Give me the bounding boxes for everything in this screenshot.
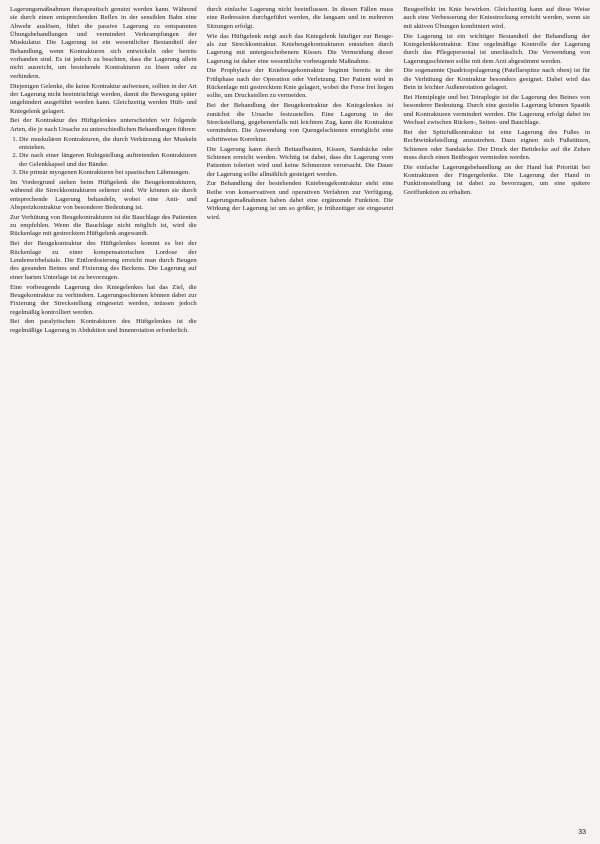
list-item: 1. Die muskulären Kontrakturen, die durch Verkürzung der Muskeln entstehen. — [19, 136, 197, 153]
paragraph: Die Lagerung ist ein wichtiger Bestandteil der Behandlung der Kniegelenkkontraktur. Eine regelmäßige Kontrolle der Lagerung durch das Pflegepersonal ist unerlässlich. Die Verwendung von Lagerungsschienen sollte mit dem Arzt abgestimmt werden. — [403, 32, 591, 65]
paragraph: Die sogenannte Quadricepslagerung (Patellarspitze nach oben) ist für die Verhütung der Kontraktur besonders geeignet. Dabei wird das Bein in leichter Außenrotation gelagert. — [403, 67, 591, 92]
paragraph: Bei der Spitzfußkontraktur ist eine Lagerung des Fußes in Rechtwinkelstellung anzustreben. Dazu eignen sich Fußstützen, Schienen oder Sandsäcke. Der Druck der Bettdecke auf die Zehen muss durch einen Bettbogen vermieden werden. — [403, 128, 591, 161]
paragraph: Bei Hemiplegie und bei Tetraplegie ist die Lagerung des Beines von besonderer Bedeutung. Durch eine gezielte Lagerung können Spastik und Kontrakturen vermindert werden. Die Lagerung erfolgt dabei im Wechsel zwischen Rücken-, Seiten- und Bauchlage. — [403, 93, 591, 126]
paragraph: Bei der Behandlung der Beugekontraktur des Kniegelenkes ist zunächst die Ursache festzustellen. Eine Lagerung in der Streckstellung, gegebenenfalls mit leichtem Zug, kann die Kontraktur vermindern. Die Anwendung von Quengelschienen ermöglicht eine schrittweise Korrektur. — [206, 102, 394, 143]
paragraph: Im Vordergrund stehen beim Hüftgelenk die Beugekontrakturen, während die Streckkontrakturen seltener sind. Wir können sie durch entsprechende Lagerung behandeln, wobei eine Anti- und Abspreizkontraktur von besonderer Bedeutung ist. — [10, 178, 197, 211]
text-columns — [10, 6, 590, 826]
paragraph: Beugeeffekt im Knie bewirken. Gleichzeitig kann auf diese Weise auch eine Verbesserung der Kniestreckung erreicht werden, wenn sie mit aktiven Übungen kombiniert wird. — [403, 6, 591, 30]
paragraph: Die einfache Lagerungsbehandlung an der Hand hat Priorität bei Kontrakturen der Fingergelenke. Die Lagerung der Hand in Funktionsstellung ist dabei zu bevorzugen, um eine spätere Greiffunktion zu erhalten. — [403, 163, 591, 196]
paragraph: Die Prophylaxe der Kniebeugekontraktur beginnt bereits in der Frühphase nach der Operation oder Verletzung. Der Patient wird in Rückenlage mit gestrecktem Knie gelagert, wobei die Ferse frei liegen sollte, um Druckstellen zu vermeiden. — [206, 67, 394, 100]
paragraph: Diejenigen Gelenke, die keine Kontraktur aufweisen, sollten in der Art der Lagerung nicht beeinträchtigt werden, damit die Bewegung später ungehindert ausgeführt werden kann. Gleichzeitig werden Hüft- und Kniegelenk gelagert. — [10, 82, 197, 115]
list-item: 2. Die nach einer längeren Ruhigstellung auftretenden Kontrakturen der Gelenkkapsel und der Bänder. — [19, 152, 197, 169]
paragraph: Zur Verhütung von Beugekontrakturen ist die Bauchlage des Patienten zu empfehlen. Wenn die Bauchlage nicht möglich ist, wird die Rückenlage mit gestrecktem Hüftgelenk angewandt. — [10, 213, 197, 238]
column-middle — [207, 6, 394, 826]
paragraph: Die Lagerung kann durch Bettaufbauten, Kissen, Sandsäcke oder Schienen erreicht werden. Wichtig ist dabei, dass die Lagerung vom Patienten toleriert wird und keine Schmerzen verursacht. Die Dauer der Lagerung sollte allmählich gesteigert werden. — [206, 145, 394, 178]
column-right — [403, 6, 590, 826]
paragraph: Wie das Hüftgelenk neigt auch das Kniegelenk häufiger zur Beuge- als zur Streckkontraktur. Kniebeugekontrakturen entstehen durch Lagerung mit untergeschobenem Kissen. Die Vermeidung dieser Lagerung ist daher eine wesentliche vorbeugende Maßnahme. — [206, 32, 394, 65]
paragraph: Bei der Kontraktur des Hüftgelenkes unterscheiden wir folgende Arten, die je nach Ursache zu unterschiedlichen Behandlungen führen: — [10, 117, 197, 133]
paragraph: Bei den paralytischen Kontrakturen des Hüftgelenkes ist die regelmäßige Lagerung in Abduktion und Innenrotation erforderlich. — [10, 318, 197, 334]
paragraph: Bei der Beugekontraktur des Hüftgelenkes kommt es bei der Rückenlage zu einer kompensatorischen Lordose der Lendenwirbelsäule. Die Entlordosierung erreicht man durch Beugen des gesunden Beines und Fixierung des Beckens. Die Lagerung auf einer harten Unterlage ist zu bevorzugen. — [10, 240, 197, 281]
paragraph: Lagerungsmaßnahmen therapeutisch genutzt werden kann. Während sie durch einen entsprechenden Reflex in der sensiblen Bahn eine Abwehr auslösen, führt die passive Lagerung zu entspannten Übungsbehandlungen und vermindert Verkrampfungen der Muskulatur. Die Lagerung ist ein wesentlicher Bestandteil der Behandlung, wenn Kontrakturen sich entwickeln oder bereits vorhanden sind. Es ist jedoch zu beachten, dass die Lagerung allein nicht ausreicht, um bestehende Kontrakturen zu lösen oder zu verhindern. — [10, 6, 197, 80]
paragraph: durch einfache Lagerung nicht beeinflussen. In diesen Fällen muss eine Redression durchgeführt werden, die langsam und in mehreren Sitzungen erfolgt. — [206, 6, 394, 30]
paragraph: Eine vorbeugende Lagerung des Kniegelenkes hat das Ziel, die Beugekontraktur zu verhindern. Lagerungsschienen können dabei zur Fixierung der Streckstellung eingesetzt werden, müssen jedoch regelmäßig kontrolliert werden. — [10, 283, 197, 316]
numbered-list — [10, 136, 197, 178]
column-left — [10, 6, 197, 826]
list-item: 3. Die primär myogenen Kontrakturen bei spastischen Lähmungen. — [19, 169, 197, 177]
paragraph: Zur Behandlung der bestehenden Kniebeugekontraktur steht eine Reihe von konservativen und operativen Verfahren zur Verfügung. Lagerungsmaßnahmen haben dabei eine ergänzende Funktion. Die Wirkung der Lagerung ist um so größer, je frühzeitiger sie eingesetzt wird. — [206, 180, 394, 221]
page-number: 33 — [578, 829, 586, 836]
